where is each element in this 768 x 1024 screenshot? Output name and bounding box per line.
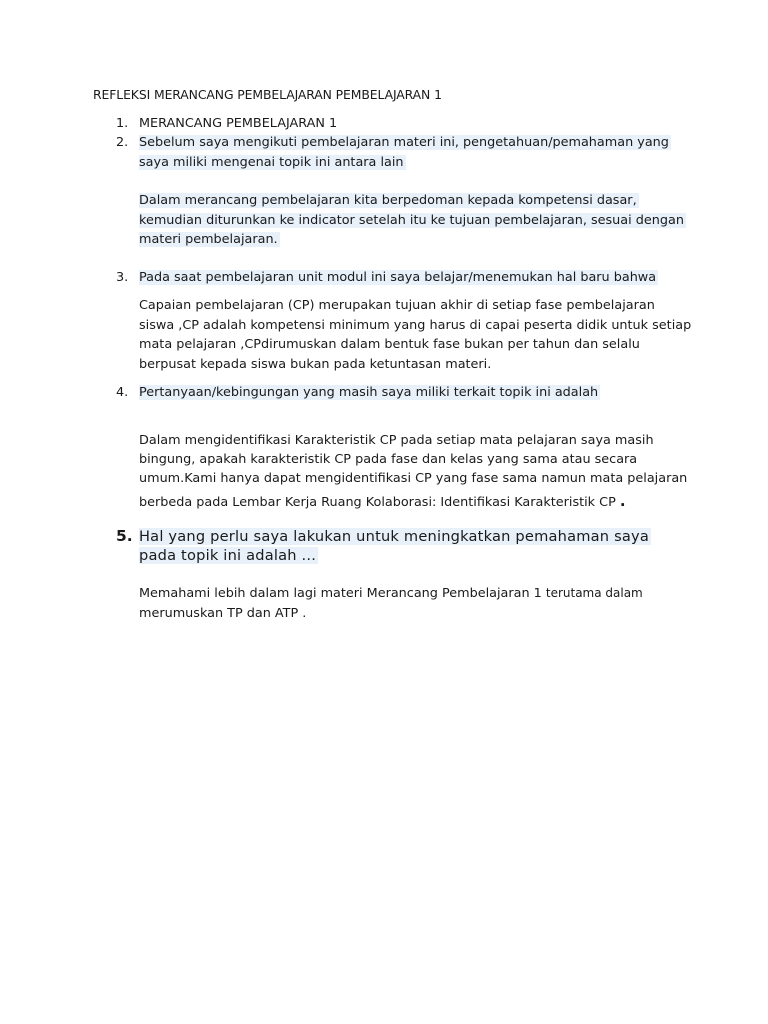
list-number: 4. bbox=[116, 385, 129, 400]
list-number: 1. bbox=[116, 116, 129, 131]
list-number: 3. bbox=[116, 270, 129, 285]
answer-paragraph-4: Dalam mengidentifikasi Karakteristik CP pada setiap mata pelajaran saya masih bingung, apakah karakteristik CP pada fase dan kelas yang sama atau secara umum.Kami hanya dapat mengidentifikasi CP yang fase sama namun mata pelajaran berbeda pada Lembar Kerja Ruang Kolaborasi: Identifikasi Karakteristik CP . bbox=[139, 433, 688, 510]
answer-paragraph-5: Memahami lebih dalam lagi materi Merancang Pembelajaran 1 terutama dalam merumuskan TP dan ATP . bbox=[139, 586, 643, 621]
answer-paragraph-3: Capaian pembelajaran (CP) merupakan tujuan akhir di setiap fase pembelajaran siswa ,CP adalah kompetensi minimum yang harus di capai peserta didik untuk setiap mata pelajaran ,CPdirumuskan dalam bentuk fase bukan per tahun dan selalu berpusat kepada siswa bukan pada ketuntasan materi. bbox=[139, 298, 692, 372]
answer-paragraph-2: Dalam merancang pembelajaran kita berpedoman kepada kompetensi dasar, kemudian diturunkan ke indicator setelah itu ke tujuan pembelajaran, sesuai dengan materi pembelajaran. bbox=[139, 193, 684, 247]
prompt-text: Sebelum saya mengikuti pembelajaran materi ini, pengetahuan/pemahaman yang saya miliki mengenai topik ini antara lain bbox=[139, 135, 669, 170]
prompt-text: Hal yang perlu saya lakukan untuk meningkatkan pemahaman saya pada topik ini adalah ... bbox=[139, 528, 649, 564]
prompt-text: Pertanyaan/kebingungan yang masih saya miliki terkait topik ini adalah bbox=[139, 385, 599, 400]
list-text: MERANCANG PEMBELAJARAN 1 bbox=[139, 116, 338, 131]
list-number: 2. bbox=[116, 135, 129, 150]
prompt-text: Pada saat pembelajaran unit modul ini saya belajar/menemukan hal baru bahwa bbox=[139, 270, 657, 285]
document-title: REFLEKSI MERANCANG PEMBELAJARAN PEMBELAJARAN 1 bbox=[93, 87, 442, 102]
list-item-5 bbox=[0, 525, 768, 569]
list-number: 5. bbox=[116, 527, 133, 545]
